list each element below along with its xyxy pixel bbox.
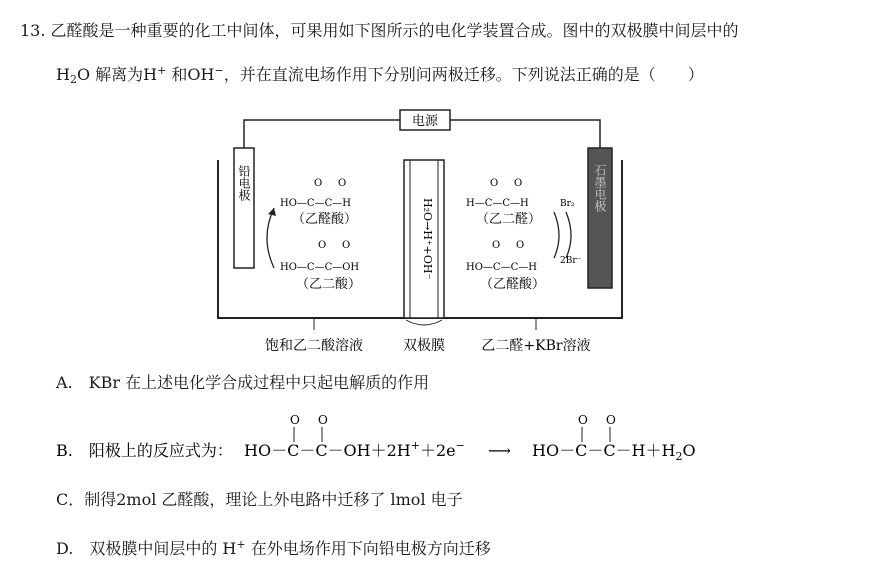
left-bottom-formula: HO—C—C—OH	[280, 262, 360, 273]
formula-h: H	[56, 65, 70, 84]
oxidation-arrow-1	[554, 212, 559, 258]
stem-text: ，并在直流电场作用下分别问两极迁移。下列说法正确的是（ ）	[223, 65, 704, 84]
oxygen-atom: O	[338, 178, 347, 189]
question-stem-line2	[56, 62, 704, 86]
right-bottom-formula: HO—C—C—H	[466, 262, 537, 273]
br2-label: Br₂	[560, 199, 575, 209]
graphite-electrode-label: 石墨电极	[593, 164, 607, 212]
membrane-label: 双极膜	[403, 338, 445, 354]
lead-electrode-label: 铅电极	[237, 165, 251, 201]
oxygen-atom: O	[318, 413, 328, 427]
stem-text: O 解离为H	[76, 65, 158, 84]
option-a[interactable]: A. KBr 在上述电化学合成过程中只起电解质的作用	[56, 373, 430, 392]
question-number: 13.	[20, 21, 46, 40]
br-minus-label: 2Br⁻	[560, 256, 582, 266]
oxidation-arrow-2	[566, 212, 571, 258]
formula-sup: +	[157, 64, 167, 77]
oxygen-atom: O	[290, 413, 300, 427]
left-top-name: （乙醛酸）	[292, 212, 358, 227]
right-top-name: （乙二醛）	[476, 212, 542, 227]
left-top-formula: HO—C—C—H	[280, 198, 351, 209]
formula-sup: +	[236, 538, 246, 551]
option-b[interactable]	[56, 410, 776, 470]
oxygen-atom: O	[578, 413, 588, 427]
formula-sup: −	[214, 64, 224, 77]
electrochemical-cell-diagram	[210, 108, 630, 358]
oxygen-atom: O	[342, 240, 351, 251]
stem-text: 和OH	[166, 65, 215, 84]
oxygen-atom: O	[606, 413, 616, 427]
oxygen-atom: O	[490, 178, 499, 189]
question-stem-line1	[20, 18, 739, 41]
membrane-dissociation-text: H₂O→H⁺+OH⁻	[421, 198, 434, 280]
option-b-prefix: B. 阳极上的反应式为：	[56, 441, 233, 460]
reduction-arrow	[267, 208, 274, 268]
question-stem-text: 乙醛酸是一种重要的化工中间体，可果用如下图所示的电化学装置合成。图中的双极膜中间层中的	[50, 21, 739, 40]
oxygen-atom: O	[516, 240, 525, 251]
option-d-prefix: D. 双极膜中间层中的 H	[56, 539, 237, 558]
oxygen-atom: O	[492, 240, 501, 251]
right-solution-label: 乙二醛+KBr溶液	[481, 338, 591, 354]
oxygen-atom: O	[318, 240, 327, 251]
equation-left: HO－C－C－OH＋2H+＋2e−	[244, 439, 465, 460]
oxygen-atom: O	[514, 178, 523, 189]
right-top-formula: H—C—C—H	[466, 198, 529, 209]
oxygen-atom: O	[314, 178, 323, 189]
left-bottom-name: （乙二酸）	[296, 277, 362, 292]
option-c[interactable]: C．制得2mol 乙醛酸，理论上外电路中迁移了 lmol 电子	[56, 490, 463, 509]
formula-sub: 2	[69, 73, 77, 86]
equation-right: $HO-C-C-H+H_2O$	[532, 441, 696, 463]
option-d[interactable]	[56, 536, 491, 559]
right-bottom-name: （乙醛酸）	[480, 277, 546, 292]
power-label: 电源	[411, 114, 439, 129]
reaction-arrow: ⟶	[488, 441, 511, 460]
left-solution-label: 饱和乙二酸溶液	[265, 338, 363, 354]
option-d-rest: 在外电场作用下向铅电极方向迁移	[245, 539, 491, 558]
